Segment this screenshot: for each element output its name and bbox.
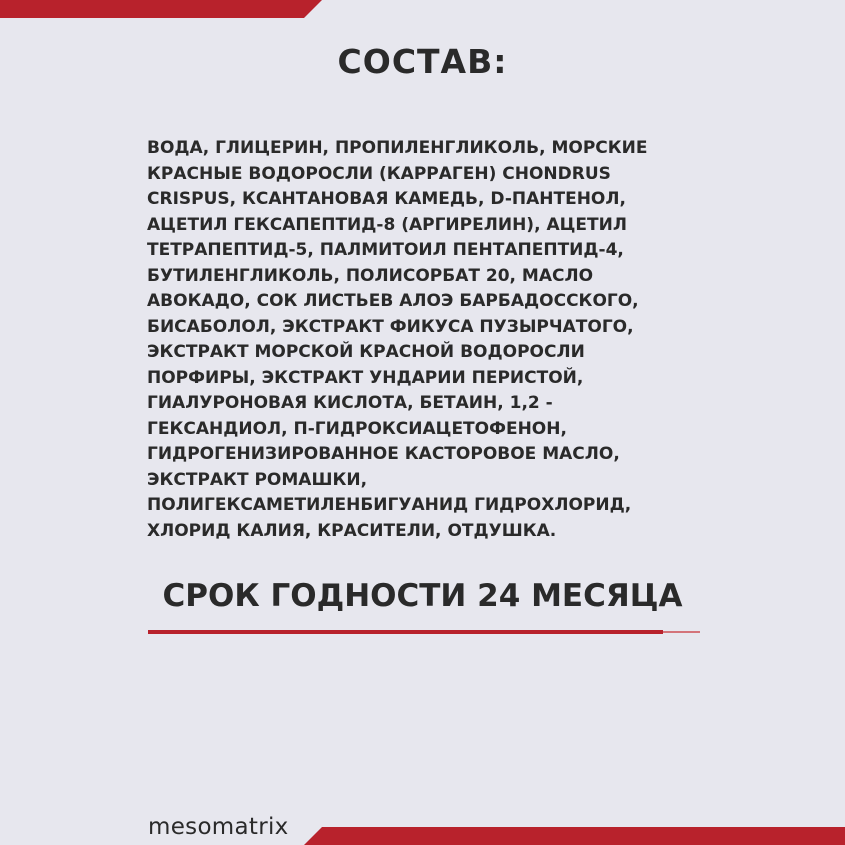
composition-heading: СОСТАВ: — [337, 42, 508, 81]
bottom-accent-bar — [0, 827, 845, 845]
brand-logo: mesomatrix — [148, 814, 289, 840]
top-accent-bar — [0, 0, 845, 18]
shelf-life-heading: СРОК ГОДНОСТИ 24 МЕСЯЦА — [162, 578, 683, 614]
shelf-life-underline — [148, 628, 700, 636]
ingredients-list: ВОДА, ГЛИЦЕРИН, ПРОПИЛЕНГЛИКОЛЬ, МОРСКИЕ КРАСНЫЕ ВОДОРОСЛИ (КАРРАГЕН) CHONDRUS CRISPUS, КСАНТАНОВАЯ КАМЕДЬ, D-ПАНТЕНОЛ, АЦЕТИЛ ГЕКСАПЕПТИД-8 (АРГИРЕЛИН), АЦЕТИЛ ТЕТРАПЕПТИД-5, ПАЛМИТОИЛ ПЕНТАПЕПТИД-4, БУТИЛЕНГЛИКОЛЬ, ПОЛИСОРБАТ 20, МАСЛО АВОКАДО, СОК ЛИСТЬЕВ АЛОЭ БАРБАДОССКОГО, БИСАБОЛОЛ, ЭКСТРАКТ ФИКУСА ПУЗЫРЧАТОГО, ЭКСТРАКТ МОРСКОЙ КРАСНОЙ ВОДОРОСЛИ ПОРФИРЫ, ЭКСТРАКТ УНДАРИИ ПЕРИСТОЙ, ГИАЛУРОНОВАЯ КИСЛОТА, БЕТАИН, 1,2 - ГЕКСАНДИОЛ, П-ГИДРОКСИАЦЕТОФЕНОН, ГИДРОГЕНИЗИРОВАННОЕ КАСТОРОВОЕ МАСЛО, ЭКСТРАКТ РОМАШКИ, ПОЛИГЕКСАМЕТИЛЕНБИГУАНИД ГИДРОХЛОРИД, ХЛОРИД КАЛИЯ, КРАСИТЕЛИ, ОТДУШКА. — [147, 138, 648, 541]
